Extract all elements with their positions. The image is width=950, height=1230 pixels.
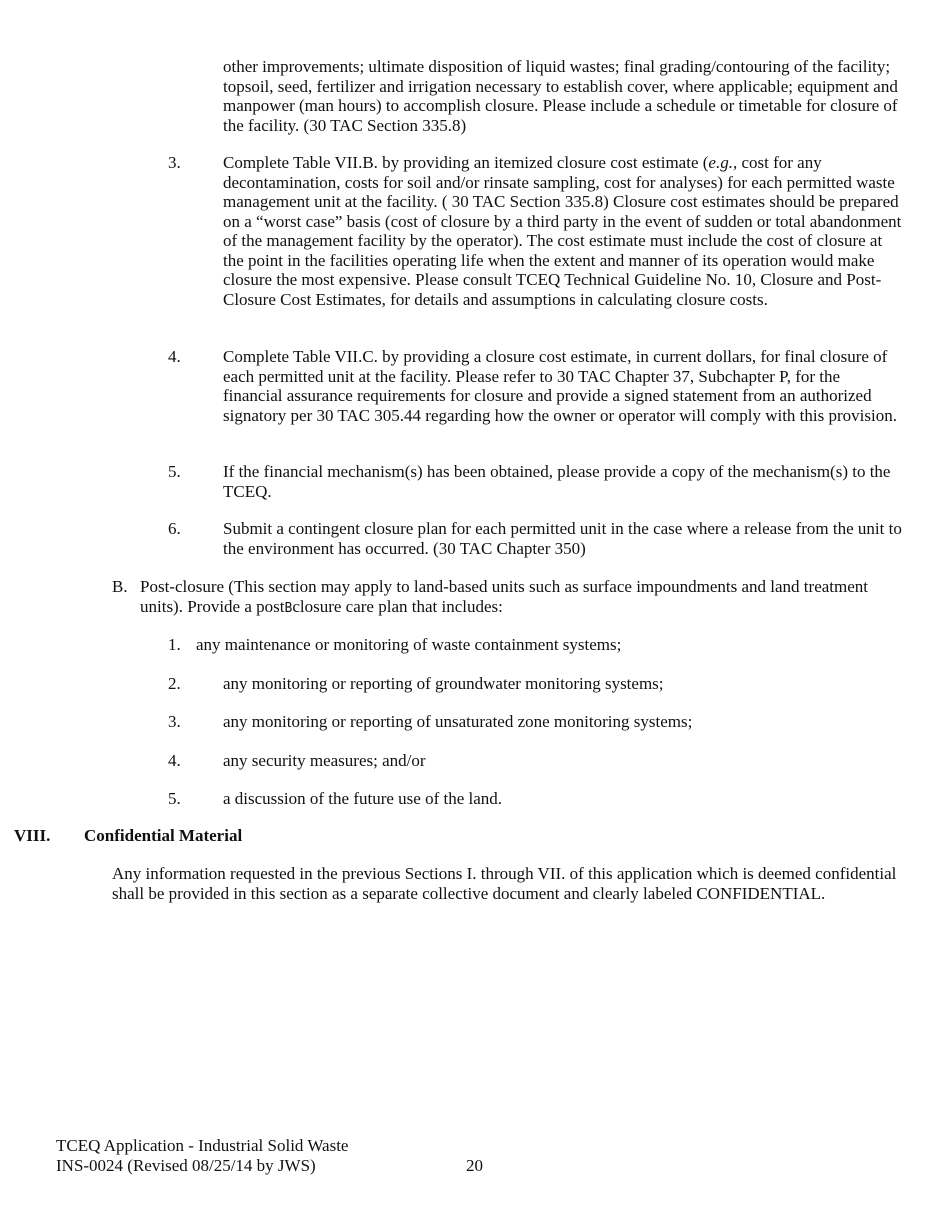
item-number: 1.	[168, 635, 181, 654]
continuation-paragraph: other improvements; ultimate disposition of liquid wastes; final grading/contouring of the facility; topsoil, seed, fertilizer and irrigation necessary to establish cover, where applicable; equipment and manpower (man hours) to accomplish closure. Please include a schedule or timetable for closure of the facility. (30 TAC Section 335.8)	[223, 57, 898, 135]
list-item-text: a discussion of the future use of the land.	[223, 789, 503, 808]
box-glyph: B	[284, 600, 293, 616]
item-number: 3.	[168, 153, 181, 172]
page-number: 20	[466, 1156, 483, 1175]
item-number: 5.	[168, 462, 181, 481]
item-number: 3.	[168, 712, 181, 731]
post-closure-paragraph	[140, 577, 900, 618]
list-item-text: If the financial mechanism(s) has been obtained, please provide a copy of the mechanism(s) to the TCEQ.	[223, 462, 891, 501]
italic-abbreviation: e.g.	[708, 153, 733, 172]
list-item-text: any monitoring or reporting of unsaturated zone monitoring systems;	[223, 712, 693, 731]
text-segment: Post-closure (This section may apply to land-based units such as surface impoundments and land treatment units). Provide a post	[140, 577, 868, 616]
item-number: 4.	[168, 347, 181, 366]
list-item-text: Submit a contingent closure plan for each permitted unit in the case where a release from the unit to the environment has occurred. (30 TAC Chapter 350)	[223, 519, 902, 558]
footer-form-title: TCEQ Application - Industrial Solid Waste	[56, 1136, 349, 1155]
section-numeral: VIII.	[14, 826, 51, 845]
confidential-paragraph: Any information requested in the previous Sections I. through VII. of this application which is deemed confidential shall be provided in this section as a separate collective document and clearly labeled CONFIDENTIAL.	[112, 864, 897, 903]
item-number: 2.	[168, 674, 181, 693]
list-item-text	[223, 153, 903, 309]
item-number: 6.	[168, 519, 181, 538]
list-item-text: any maintenance or monitoring of waste containment systems;	[196, 635, 622, 654]
text-segment: closure care plan that includes:	[292, 596, 503, 616]
footer-form-revision: INS-0024 (Revised 08/25/14 by JWS)	[56, 1156, 316, 1175]
list-item-text: any monitoring or reporting of groundwater monitoring systems;	[223, 674, 664, 693]
section-title: Confidential Material	[84, 826, 243, 845]
list-item-text: any security measures; and/or	[223, 751, 426, 770]
text-segment: , cost for any decontamination, costs for soil and/or rinsate sampling, cost for analyses) for each permitted waste management unit at the facility. ( 30 TAC Section 335.8) Closure cost estimates should be prepared on a “worst case” basis (cost of closure by a third party in the event of sudden or total abandonment of the management facility by the operator). The cost estimate must include the cost of closure at the point in the facilities operating life when the extent and manner of its operation would make closure the most expensive. Please consult TCEQ Technical Guideline No. 10, Closure and Post-Closure Cost Estimates, for details and assumptions in calculating closure costs.	[223, 153, 902, 309]
list-item-text: Complete Table VII.C. by providing a closure cost estimate, in current dollars, for final closure of each permitted unit at the facility. Please refer to 30 TAC Chapter 37, Subchapter P, for the financial assurance requirements for closure and provide a signed statement from an authorized signatory per 30 TAC 305.44 regarding how the owner or operator will comply with this provision.	[223, 347, 897, 425]
text-segment: Complete Table VII.B. by providing an itemized closure cost estimate (	[223, 153, 709, 172]
section-letter: B.	[112, 577, 128, 596]
item-number: 4.	[168, 751, 181, 770]
item-number: 5.	[168, 789, 181, 808]
